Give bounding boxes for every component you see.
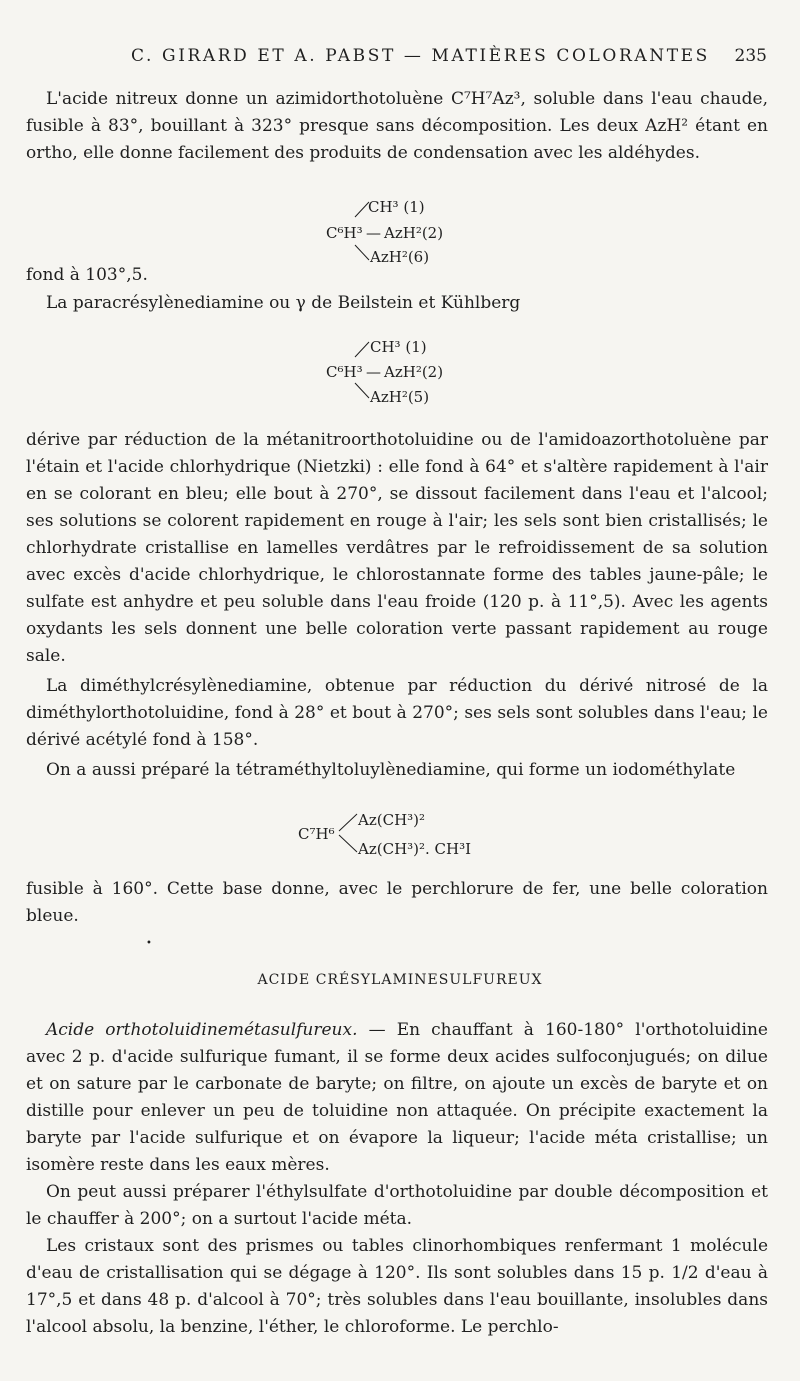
formula-bond-dash: —: [366, 224, 381, 242]
formula-mid-substituent: AzH²(2): [384, 224, 444, 242]
paragraph-orthotoluidine: [26, 1017, 768, 1179]
formula-bond-dash: —: [366, 363, 381, 381]
formula-bottom-substituent: AzH²(5): [370, 388, 430, 406]
section-heading: ACIDE CRÉSYLAMINESULFUREUX: [257, 972, 543, 988]
paragraph-paracresylene: La paracrésylènediamine ou γ de Beilstein et Kühlberg: [46, 293, 521, 313]
bond-down-line: [354, 244, 370, 262]
stray-mark: •: [146, 938, 152, 949]
paragraph-reduction: dérive par réduction de la métanitroorthotoluidine ou de l'amidoazorthotoluène par l'étain et l'acide chlorhydrique (Nietzki) : elle fond à 64° et s'altère rapidement à l'air en se colorant en bleu; elle bout à 270°, se dissout facilement dans l'eau et l'alcool; ses solutions se colorent rapidement en rouge à l'air; les sels sont bien cristallisés; le chlorhydrate cristallise en lamelles verdâtres par le refroidissement de sa solution avec excès d'acide chlorhydrique, le chlorostannate forme des tables jaune-pâle; le sulfate est anhydre et peu soluble dans l'eau froide (120 p. à 11°,5). Avec les agents oxydants les sels donnent une belle coloration verte passant rapidement au rouge sale.: [26, 430, 768, 666]
paragraph-italic-lead: Acide orthotoluidinemétasulfureux.: [46, 1020, 358, 1040]
paragraph-crystals: Les cristaux sont des prismes ou tables clinorhombiques renfermant 1 molécule d'eau de cristallisation qui se dégage à 120°. Ils sont solubles dans 15 p. 1/2 d'eau à 17°,5 et dans 48 p. d'alcool à 70°; très solubles dans l'eau bouillante, insolubles dans l'alcool absolu, la benzine, l'éther, le chloroforme. Le perchlo-: [26, 1236, 768, 1337]
paragraph-melting-point: fond à 103°,5.: [26, 265, 148, 285]
paragraph-body: — En chauffant à 160-180° l'orthotoluidine avec 2 p. d'acide sulfurique fumant, il se forme deux acides sulfoconjugués; on dilue et on sature par le carbonate de baryte; on filtre, on ajoute un excès de baryte et on distille pour enlever un peu de toluidine non attaquée. On précipite exactement la baryte par l'acide sulfurique et on évapore la liqueur; l'acide méta cristallise; un isomère reste dans les eaux mères.: [26, 1020, 768, 1175]
formula-top-substituent: CH³ (1): [370, 338, 427, 356]
paragraph-fusible: fusible à 160°. Cette base donne, avec le perchlorure de fer, une belle coloration bleue.: [26, 879, 768, 926]
bond-up-line: [338, 812, 358, 832]
running-head-title: C. GIRARD ET A. PABST — MATIÈRES COLORANTES: [131, 46, 710, 66]
formula-base: C⁶H³: [326, 224, 363, 242]
paragraph-tetramethyl: On a aussi préparé la tétraméthyltoluylènediamine, qui forme un iodométhylate: [46, 760, 736, 780]
formula-base: C⁶H³: [326, 363, 363, 381]
formula-mid-substituent: AzH²(2): [384, 363, 444, 381]
running-head: [0, 46, 800, 70]
paragraph-dimethyl: La diméthylcrésylènediamine, obtenue par réduction du dérivé nitrosé de la diméthylorthotoluidine, fond à 28° et bout à 270°; ses sels sont solubles dans l'eau; le dérivé acétylé fond à 158°.: [26, 676, 768, 750]
paragraph-ethylsulfate: On peut aussi préparer l'éthylsulfate d'orthotoluidine par double décomposition et le chauffer à 200°; on a surtout l'acide méta.: [26, 1182, 768, 1229]
formula-base: C⁷H⁶: [298, 825, 335, 843]
bond-up-line: [354, 340, 370, 358]
formula-top-substituent: CH³ (1): [368, 198, 425, 216]
formula-bottom-substituent: AzH²(6): [370, 248, 430, 266]
bond-down-line: [338, 834, 358, 854]
formula-bottom-substituent: Az(CH³)². CH³I: [358, 840, 472, 858]
bond-down-line: [354, 382, 370, 400]
paragraph-nitrous-acid: L'acide nitreux donne un azimidorthotoluène C⁷H⁷Az³, soluble dans l'eau chaude, fusible à 83°, bouillant à 323° presque sans décomposition. Les deux AzH² étant en ortho, elle donne facilement des produits de condensation avec les aldéhydes.: [26, 89, 768, 163]
formula-top-substituent: Az(CH³)²: [358, 811, 426, 829]
bond-up-line: [354, 200, 370, 218]
page-number: 235: [734, 46, 767, 66]
